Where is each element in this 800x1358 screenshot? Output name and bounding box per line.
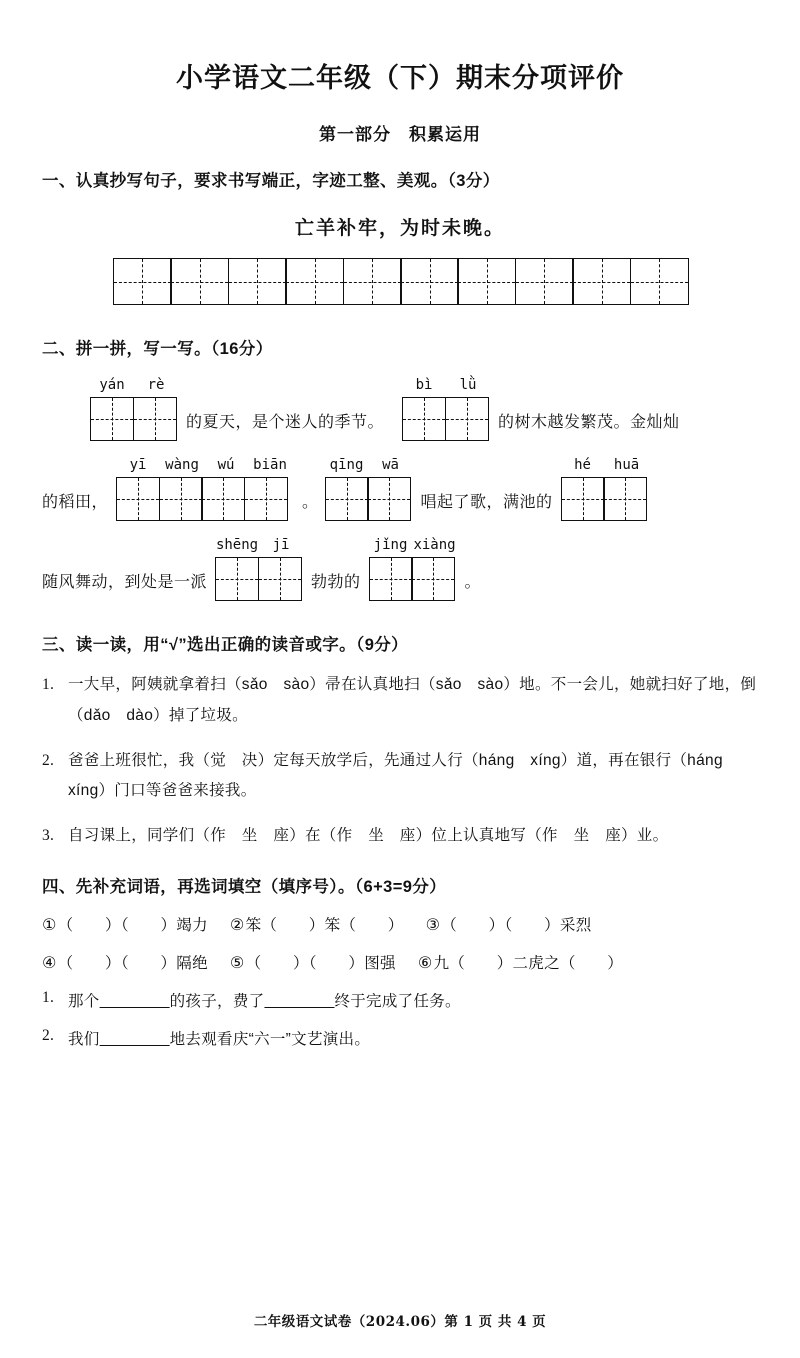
answer-boxes-qingwa (325, 477, 413, 521)
answer-boxes-shengji (215, 557, 303, 601)
question-item (42, 821, 758, 851)
pinyin-syllable: rè (147, 377, 165, 394)
word-item-text[interactable]: 笨（ ）笨（ ） (245, 917, 404, 935)
section-one-heading: 一、认真抄写句子，要求书写端正，字迹工整、美观。（3分） (42, 172, 500, 191)
section-four-heading: 四、先补充词语，再选词填空（填序号）。（6+3=9分） (42, 878, 447, 897)
pinyin-syllable: yī (129, 457, 147, 474)
section-two-heading: 二、拼一拼，写一写。（16分） (42, 340, 273, 359)
pinyin-label-hehua (561, 457, 649, 473)
fill-item-number: 2. (42, 1027, 55, 1045)
answer-cell[interactable] (369, 557, 413, 601)
pinyin-block-bilu (402, 377, 490, 441)
pinyin-label-shengji (215, 537, 303, 553)
writing-cell[interactable] (400, 258, 459, 305)
pinyin-syllable: shēng (215, 537, 259, 554)
writing-grid-row (42, 258, 758, 305)
writing-cell[interactable] (457, 258, 516, 305)
fill-text: 的孩子，费了 (169, 993, 265, 1011)
pinyin-label-yiwangwubian (116, 457, 292, 473)
question-item (42, 746, 758, 806)
pinyin-label-yanre (90, 377, 178, 393)
answer-cell[interactable] (411, 557, 455, 601)
word-item-mark: ⑥ (417, 955, 433, 973)
pinyin-syllable: yán (99, 377, 125, 394)
pinyin-label-qingwa (325, 457, 413, 473)
pinyin-syllable: hé (574, 457, 591, 474)
fill-text: 我们 (68, 1031, 100, 1049)
answer-boxes-bilu (402, 397, 490, 441)
fill-blank[interactable] (100, 1031, 170, 1048)
pinyin-block-yiwangwubian (116, 457, 292, 521)
page-footer: 二年级语文试卷（2024.06）第 1 页 共 4 页 (253, 1314, 547, 1330)
fill-item-number: 1. (42, 989, 55, 1007)
answer-cell[interactable] (215, 557, 259, 601)
pinyin-syllable: bì (415, 377, 433, 394)
answer-boxes-jingxiang (369, 557, 457, 601)
section-three-heading: 三、读一读，用“√”选出正确的读音或字。（9分） (42, 636, 409, 655)
pinyin-block-jingxiang (369, 537, 457, 601)
answer-boxes-hehua (561, 477, 649, 521)
pinyin-syllable: lǜ (459, 377, 477, 394)
answer-cell[interactable] (244, 477, 288, 521)
exam-page (0, 62, 800, 1358)
page-title: 小学语文二年级（下）期末分项评价 (176, 63, 624, 93)
word-item-mark: ③ (425, 917, 441, 935)
word-item-text[interactable]: （ ）（ ）竭力 (57, 917, 208, 935)
pinyin-syllable: biān (253, 457, 287, 474)
pinyin-syllable: qīng (329, 457, 364, 474)
pinyin-label-bilu (402, 377, 490, 393)
sentence-text: 唱起了歌，满池的 (420, 494, 553, 512)
word-item-mark: ② (229, 917, 245, 935)
pinyin-syllable: jǐng (373, 537, 408, 554)
fill-blank-item (42, 1027, 758, 1049)
sentence-text: 的夏天，是个迷人的季节。 (186, 414, 385, 432)
pinyin-syllable: jī (272, 537, 290, 554)
writing-cell[interactable] (170, 258, 229, 305)
pinyin-block-yanre (90, 377, 178, 441)
question-number: 3. (42, 827, 55, 845)
pinyin-syllable: wā (382, 457, 399, 474)
answer-cell[interactable] (90, 397, 134, 441)
answer-cell[interactable] (258, 557, 302, 601)
answer-cell[interactable] (116, 477, 160, 521)
answer-cell[interactable] (367, 477, 411, 521)
pinyin-row-3 (42, 537, 758, 601)
word-item-text[interactable]: （ ）（ ）图强 (245, 955, 396, 973)
word-item-text[interactable]: （ ）（ ）隔绝 (57, 955, 208, 973)
pinyin-row-1 (42, 377, 758, 441)
writing-cell[interactable] (285, 258, 344, 305)
word-item-text[interactable]: （ ）（ ）采烈 (441, 917, 592, 935)
question-number: 1. (42, 676, 55, 694)
pinyin-block-qingwa (325, 457, 413, 521)
writing-cell[interactable] (515, 258, 574, 305)
answer-cell[interactable] (445, 397, 489, 441)
word-completion-row (42, 951, 758, 973)
word-item-mark: ⑤ (229, 955, 245, 973)
pinyin-row-2 (42, 457, 758, 521)
answer-cell[interactable] (402, 397, 446, 441)
copy-sentence: 亡羊补牢，为时未晚。 (294, 217, 505, 240)
pinyin-syllable: wàng (165, 457, 199, 474)
sentence-text: 的稻田， (42, 494, 109, 512)
word-item-text[interactable]: 九（ ）二虎之（ ） (433, 955, 624, 973)
pinyin-block-shengji (215, 537, 303, 601)
writing-cell[interactable] (572, 258, 631, 305)
question-text[interactable]: 爸爸上班很忙，我（觉 决）定每天放学后，先通过人行（háng xíng）道，再在银行（háng xíng）门口等爸爸来接我。 (68, 751, 739, 800)
fill-blank[interactable] (264, 993, 334, 1010)
answer-cell[interactable] (325, 477, 369, 521)
answer-boxes-yiwangwubian (116, 477, 292, 521)
writing-cell[interactable] (630, 258, 689, 305)
fill-item-body (68, 989, 461, 1011)
writing-cell[interactable] (228, 258, 287, 305)
answer-cell[interactable] (561, 477, 605, 521)
fill-text: 地去观看庆“六一”文艺演出。 (169, 1031, 371, 1049)
fill-text: 那个 (68, 993, 100, 1011)
question-item (42, 670, 758, 730)
answer-cell[interactable] (159, 477, 203, 521)
answer-cell[interactable] (201, 477, 245, 521)
answer-cell[interactable] (603, 477, 647, 521)
word-item-mark: ④ (42, 955, 57, 973)
pinyin-syllable: wú (217, 457, 235, 474)
fill-item-body (68, 1027, 370, 1049)
sentence-text: 。 (464, 574, 482, 592)
part-title: 第一部分 积累运用 (319, 125, 481, 145)
fill-blank[interactable] (100, 993, 170, 1010)
sentence-text: 。 (302, 494, 319, 512)
word-item-mark: ① (42, 917, 57, 935)
fill-text: 终于完成了任务。 (334, 993, 461, 1011)
word-completion-row (42, 913, 758, 935)
answer-boxes-yanre (90, 397, 178, 441)
writing-cell[interactable] (113, 258, 172, 305)
question-text[interactable]: 一大早，阿姨就拿着扫（sǎo sào）帚在认真地扫（sǎo sào）地。不一会儿，她就扫好了地，倒（dǎo dào）掉了垃圾。 (68, 676, 757, 724)
pinyin-label-jingxiang (369, 537, 457, 553)
question-number: 2. (42, 751, 55, 769)
pinyin-block-hehua (561, 457, 649, 521)
pinyin-syllable: xiàng (413, 537, 456, 554)
writing-cell[interactable] (343, 258, 402, 305)
question-text[interactable]: 自习课上，同学们（作 坐 座）在（作 坐 座）位上认真地写（作 坐 座）业。 (68, 827, 669, 845)
pinyin-syllable: huā (613, 457, 640, 474)
fill-blank-item (42, 989, 758, 1011)
sentence-text: 的树木越发繁茂。金灿灿 (498, 414, 680, 432)
sentence-text: 随风舞动，到处是一派 (42, 574, 208, 592)
answer-cell[interactable] (133, 397, 177, 441)
sentence-text: 勃勃的 (311, 574, 361, 592)
